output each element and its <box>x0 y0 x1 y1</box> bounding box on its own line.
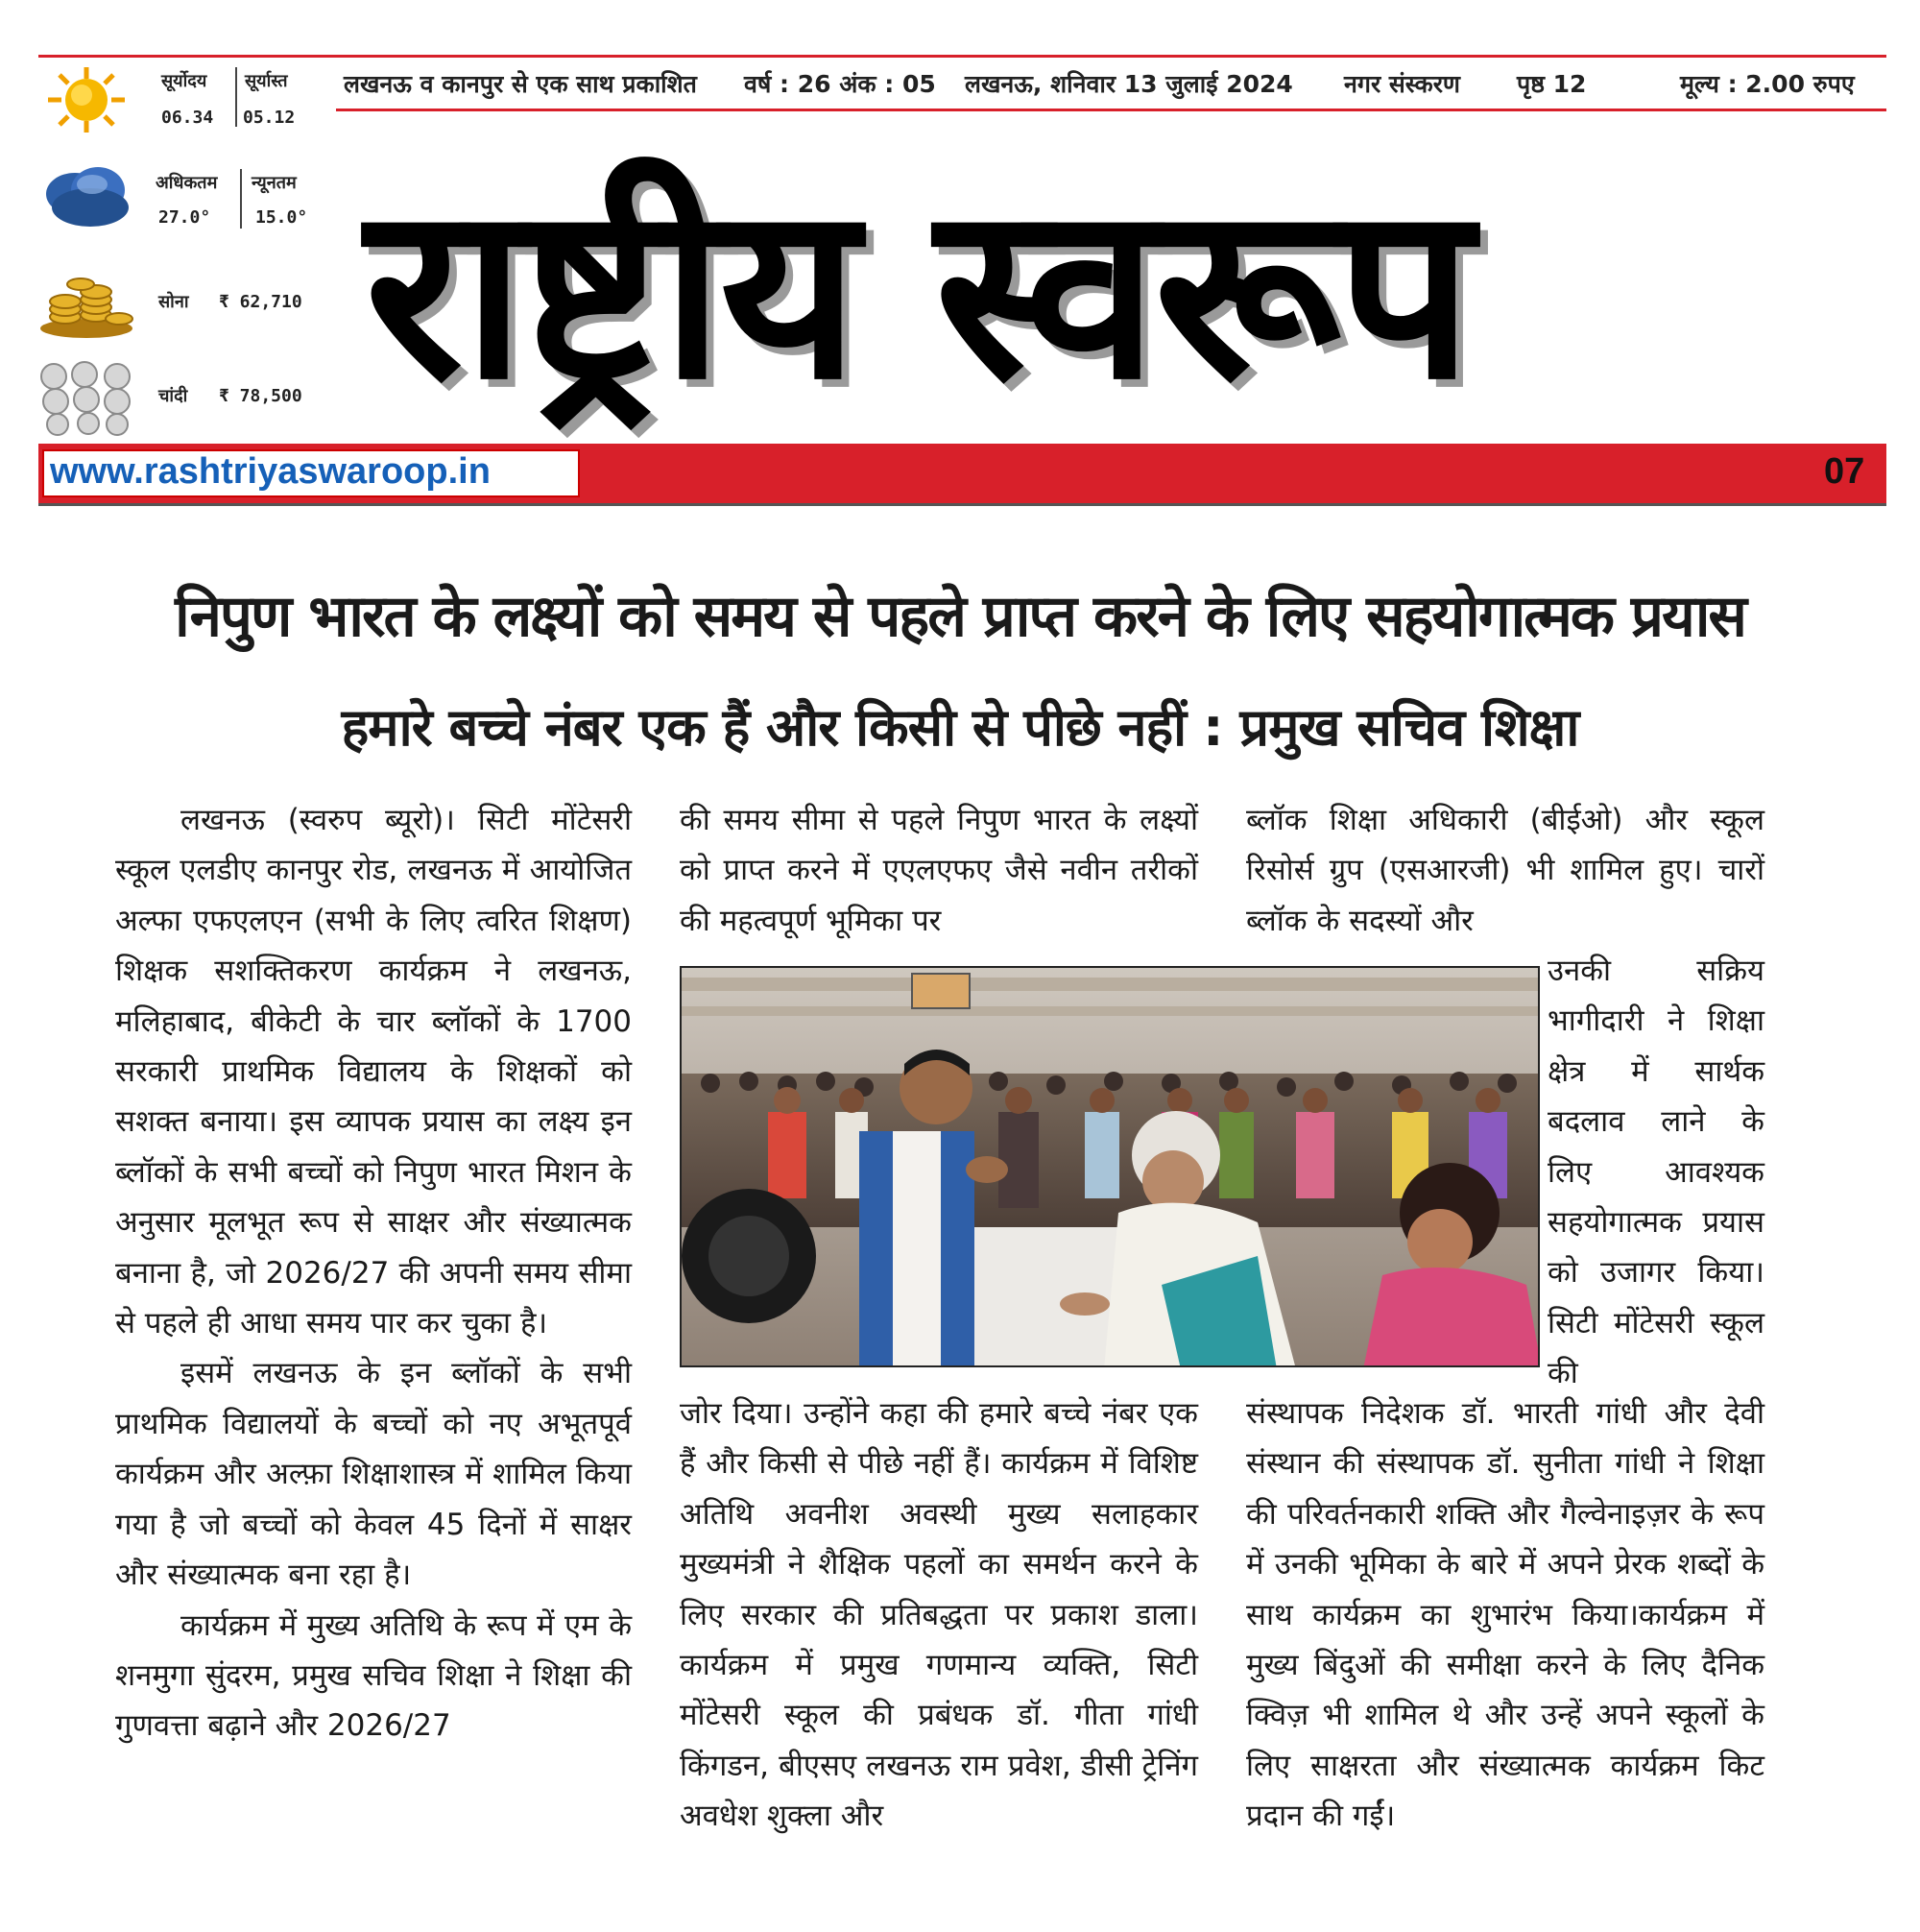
bar-underline <box>38 503 1886 506</box>
max-temp: 27.0° <box>158 207 211 228</box>
gold-price: ₹ 62,710 <box>219 292 302 312</box>
sun-divider <box>235 67 237 127</box>
pages: पृष्ठ 12 <box>1517 70 1587 98</box>
article-paragraph: की समय सीमा से पहले निपुण भारत के लक्ष्यों को प्राप्त करने में एएलएफए जैसे नवीन तरीकों की महत्वपूर्ण भूमिका पर <box>680 803 1198 938</box>
article-paragraph: संस्थापक निदेशक डॉ. भारती गांधी और देवी संस्थान की संस्थापक डॉ. सुनीता गांधी ने शिक्षा की परिवर्तनकारी शक्ति और गैल्वेनाइज़र के रूप में उनकी भूमिका के बारे में अपने प्रेरक शब्दों के साथ कार्यक्रम का शुभारंभ किया।कार्यक्रम में मुख्य बिंदुओं की समीक्षा करने के लिए दैनिक क्विज़ भी शामिल थे और उन्हें अपने स्कूलों के लिए साक्षरता और संख्यात्मक कार्यक्रम किट प्रदान की गईं। <box>1246 1396 1764 1834</box>
min-temp: 15.0° <box>255 207 308 228</box>
article-column-2-top <box>680 795 1198 946</box>
article-paragraph: इसमें लखनऊ के इन ब्लॉकों के सभी प्राथमिक विद्यालयों के बच्चों को नए अभूतपूर्व कार्यक्रम और अल्फ़ा शिक्षाशास्त्र में शामिल किया गया है जो बच्चों को केवल 45 दिनों में साक्षर और संख्यात्मक बना रहा है। <box>115 1356 632 1593</box>
volume-issue: वर्ष : 26 अंक : 05 <box>744 70 936 98</box>
article-paragraph: उनकी सक्रिय भागीदारी ने शिक्षा क्षेत्र में सार्थक बदलाव लाने के लिए आवश्यक सहयोगात्मक प्रयास को उजागर किया।सिटी मोंटेसरी स्कूल की <box>1548 954 1764 1391</box>
gold-coins-icon <box>36 267 136 340</box>
silver-label: चांदी <box>158 386 188 406</box>
article-headline: निपुण भारत के लक्ष्यों को समय से पहले प्राप्त करने के लिए सहयोगात्मक प्रयास <box>175 583 1745 650</box>
dateline: लखनऊ, शनिवार 13 जुलाई 2024 <box>965 70 1293 98</box>
article-paragraph: ब्लॉक शिक्षा अधिकारी (बीईओ) और स्कूल रिसोर्स ग्रुप (एसआरजी) भी शामिल हुए। चारों ब्लॉक के सदस्यों और <box>1246 803 1764 938</box>
event-photo <box>680 966 1540 1367</box>
website-link[interactable]: www.rashtriyaswaroop.in <box>50 451 491 492</box>
article-paragraph: लखनऊ (स्वरुप ब्यूरो)। सिटी मोंटेसरी स्कूल एलडीए कानपुर रोड, लखनऊ में आयोजित अल्फा एफएलएन (सभी के लिए त्वरित शिक्षण) शिक्षक सशक्तिकरण कार्यक्रम ने लखनऊ, मलिहाबाद, बीकेटी के चार ब्लॉकों के 1700 सरकारी प्राथमिक विद्यालय के शिक्षकों को सशक्त बनाया। इस व्यापक प्रयास का लक्ष्य इन ब्लॉकों के सभी बच्चों को निपुण भारत मिशन के अनुसार मूलभूत रूप से साक्षर और संख्यात्मक बनाना है, जो 2026/27 की अपनी समय सीमा से पहले ही आधा समय पार कर चुका है। <box>115 803 632 1341</box>
sun-icon <box>36 65 136 134</box>
cloud-icon <box>36 161 136 234</box>
max-temp-label: अधिकतम <box>156 173 218 193</box>
article-column-3-bottom <box>1246 1389 1764 1842</box>
article-subheadline: हमारे बच्चे नंबर एक हैं और किसी से पीछे नहीं : प्रमुख सचिव शिक्षा <box>341 697 1579 758</box>
article-column-3-top <box>1246 795 1764 946</box>
article-paragraph: जोर दिया। उन्होंने कहा की हमारे बच्चे नंबर एक हैं और किसी से पीछे नहीं हैं। कार्यक्रम में विशिष्ट अतिथि अवनीश अवस्थी मुख्य सलाहकार मुख्यमंत्री ने शैक्षिक पहलों का समर्थन करने के लिए सरकार की प्रतिबद्धता पर प्रकाश डाला।कार्यक्रम में प्रमुख गणमान्य व्यक्ति, सिटी मोंटेसरी स्कूल की प्रबंधक डॉ. गीता गांधी किंगडन, बीएसए लखनऊ राम प्रवेश, डीसी ट्रेनिंग अवधेश शुक्ला और <box>680 1396 1198 1834</box>
masthead-title: राष्ट्रीय स्वरूप <box>365 153 1470 432</box>
top-rule <box>38 55 1886 58</box>
temp-divider <box>240 169 242 229</box>
meta-rule <box>336 109 1886 111</box>
gold-label: सोना <box>158 292 189 312</box>
sunset-label: सूर्यास्त <box>245 71 288 91</box>
page-number: 07 <box>1824 451 1865 492</box>
article-paragraph: कार्यक्रम में मुख्य अतिथि के रूप में एम के शनमुगा सुंदरम, प्रमुख सचिव शिक्षा ने शिक्षा की गुणवत्ता बढ़ाने और 2026/27 <box>115 1607 632 1744</box>
min-temp-label: न्यूनतम <box>252 173 297 193</box>
sunset-time: 05.12 <box>243 108 296 128</box>
edition: नगर संस्करण <box>1344 70 1461 98</box>
article-column-2-bottom <box>680 1389 1198 1842</box>
price: मूल्य : 2.00 रुपए <box>1680 70 1855 98</box>
sunrise-label: सूर्योदय <box>161 71 207 91</box>
event-photo-illustration <box>682 968 1540 1367</box>
sunrise-time: 06.34 <box>161 108 214 128</box>
article-column-1 <box>115 795 632 1751</box>
publication-note: लखनऊ व कानपुर से एक साथ प्रकाशित <box>344 70 697 98</box>
article-column-3-side <box>1548 946 1764 1399</box>
silver-price: ₹ 78,500 <box>219 386 302 406</box>
silver-coins-icon <box>36 361 136 436</box>
